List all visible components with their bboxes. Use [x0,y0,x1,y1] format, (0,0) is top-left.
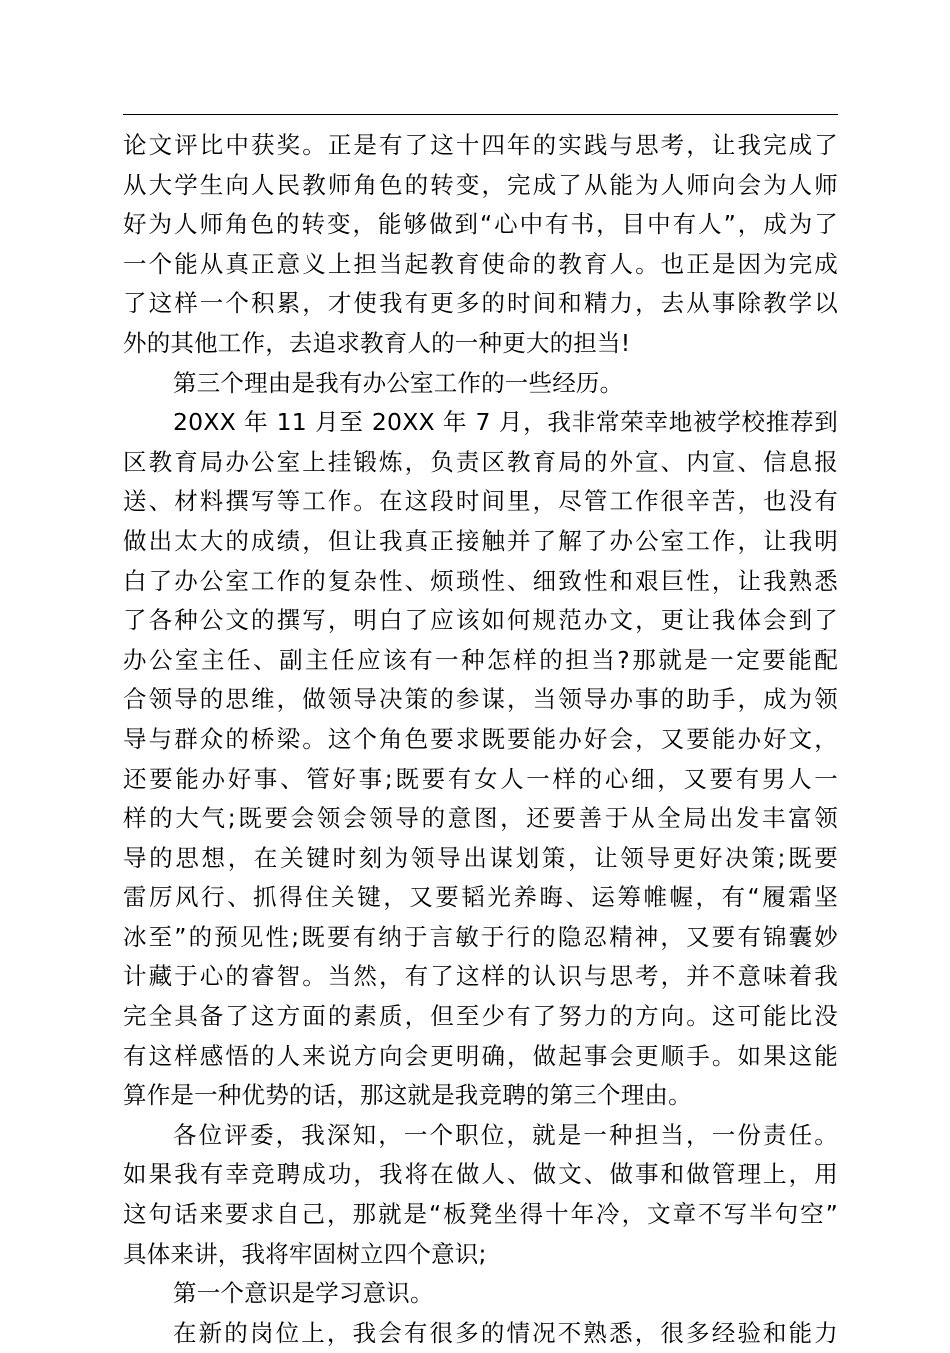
text-line: 在新的岗位上，我会有很多的情况不熟悉，很多经验和能力 [173,1318,838,1347]
header-rule [123,114,838,115]
text-line: 各位评委，我深知，一个职位，就是一种担当，一份责任。 [173,1120,838,1149]
text-line: 完全具备了这方面的素质，但至少有了努力的方向。这可能比没 [123,1002,838,1031]
text-line: 第三个理由是我有办公室工作的一些经历。 [173,368,624,397]
text-line: 导的思想，在关键时刻为领导出谋划策，让领导更好决策;既要 [123,843,838,872]
text-line: 了各种公文的撰写，明白了应该如何规范办文，更让我体会到了 [123,606,838,635]
text-line: 雷厉风行、抓得住关键，又要韬光养晦、运筹帷幄，有“履霜坚 [123,883,838,912]
text-line: 具体来讲，我将牢固树立四个意识; [123,1239,487,1268]
text-line: 有这样感悟的人来说方向会更明确，做起事会更顺手。如果这能 [123,1041,838,1070]
text-line: 论文评比中获奖。正是有了这十四年的实践与思考，让我完成了 [123,131,838,159]
text-line: 冰至”的预见性;既要有纳于言敏于行的隐忍精神，又要有锦囊妙 [123,922,838,951]
text-line: 外的其他工作，去追求教育人的一种更大的担当! [123,328,631,357]
body-text [123,126,838,1353]
text-line: 计藏于心的睿智。当然，有了这样的认识与思考，并不意味着我 [123,962,838,991]
text-line: 办公室主任、副主任应该有一种怎样的担当?那就是一定要能配 [123,645,838,674]
text-line: 样的大气;既要会领会领导的意图，还要善于从全局出发丰富领 [123,804,838,833]
text-line: 合领导的思维，做领导决策的参谋，当领导办事的助手，成为领 [123,685,838,714]
text-line: 一个能从真正意义上担当起教育使命的教育人。也正是因为完成 [123,249,838,278]
text-line: 了这样一个积累，才使我有更多的时间和精力，去从事除教学以 [123,289,838,318]
text-line: 好为人师角色的转变，能够做到“心中有书，目中有人”，成为了 [123,210,838,239]
text-line: 白了办公室工作的复杂性、烦琐性、细致性和艰巨性，让我熟悉 [123,566,838,595]
text-line: 从大学生向人民教师角色的转变，完成了从能为人师向会为人师 [123,170,838,199]
text-line: 送、材料撰写等工作。在这段时间里，尽管工作很辛苦，也没有 [123,487,838,516]
text-line: 区教育局办公室上挂锻炼，负责区教育局的外宣、内宣、信息报 [123,447,838,476]
text-line: 这句话来要求自己，那就是“板凳坐得十年冷，文章不写半句空” [123,1200,838,1229]
text-line: 算作是一种优势的话，那这就是我竞聘的第三个理由。 [123,1081,692,1110]
text-line: 20XX 年 11 月至 20XX 年 7 月，我非常荣幸地被学校推荐到 [173,408,838,437]
text-line: 导与群众的桥梁。这个角色要求既要能办好会，又要能办好文， [123,724,838,753]
text-line: 还要能办好事、管好事;既要有女人一样的心细，又要有男人一 [123,764,838,793]
text-line: 如果我有幸竞聘成功，我将在做人、做文、做事和做管理上，用 [123,1160,838,1189]
text-line: 第一个意识是学习意识。 [173,1279,434,1308]
text-line: 做出太大的成绩，但让我真正接触并了解了办公室工作，让我明 [123,526,838,555]
